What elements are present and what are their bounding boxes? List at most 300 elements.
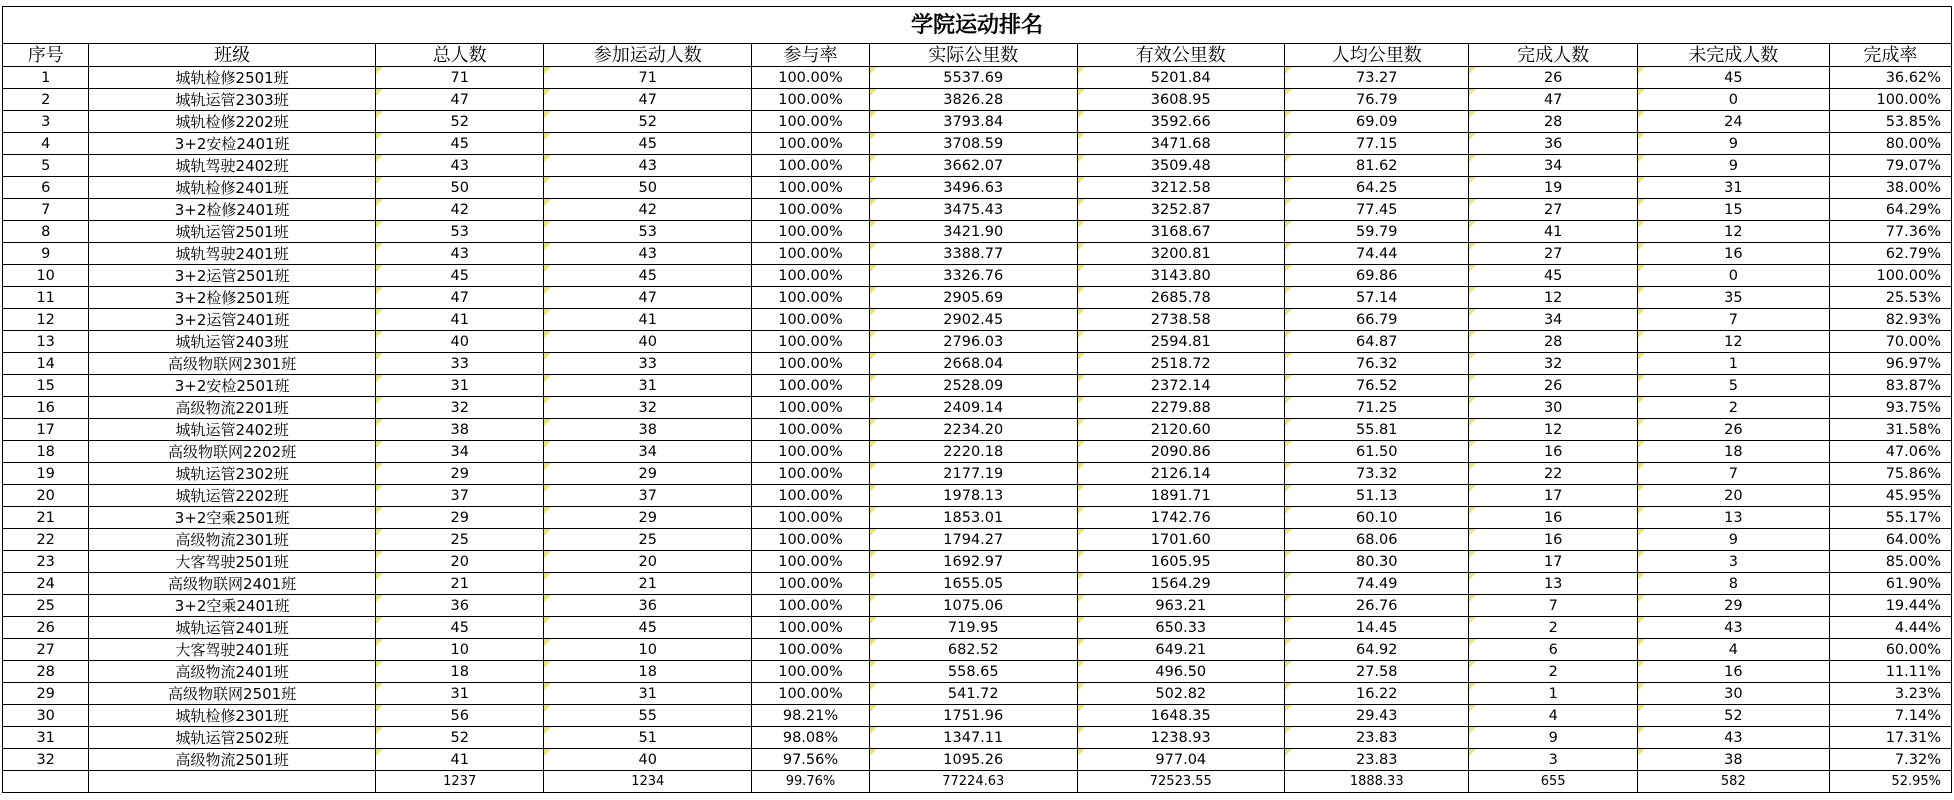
cell-valid-km[interactable]: 2372.14 <box>1077 375 1285 397</box>
cell-rank[interactable]: 10 <box>3 265 89 287</box>
cell-rank[interactable]: 31 <box>3 727 89 749</box>
cell-total-count[interactable]: 32 <box>375 397 544 419</box>
cell-class-name[interactable]: 城轨检修2202班 <box>89 111 376 133</box>
cell-participant-count[interactable]: 38 <box>544 419 752 441</box>
cell-completed-count[interactable]: 16 <box>1469 507 1638 529</box>
cell-valid-km[interactable]: 1742.76 <box>1077 507 1285 529</box>
cell-incomplete-count[interactable]: 9 <box>1637 133 1829 155</box>
cell-participation-rate[interactable]: 100.00% <box>752 617 870 639</box>
cell-actual-km[interactable]: 2905.69 <box>869 287 1077 309</box>
cell-completed-count[interactable]: 41 <box>1469 221 1638 243</box>
cell-incomplete-count[interactable]: 35 <box>1637 287 1829 309</box>
cell-completion-rate[interactable]: 93.75% <box>1829 397 1951 419</box>
cell-avg-km[interactable]: 55.81 <box>1285 419 1469 441</box>
cell-participation-rate[interactable]: 100.00% <box>752 639 870 661</box>
cell-avg-km[interactable]: 57.14 <box>1285 287 1469 309</box>
cell-class-name[interactable]: 3+2检修2501班 <box>89 287 376 309</box>
cell-actual-km[interactable]: 5537.69 <box>869 67 1077 89</box>
cell-incomplete-count[interactable]: 16 <box>1637 243 1829 265</box>
cell-participant-count[interactable]: 71 <box>544 67 752 89</box>
cell-rank[interactable]: 2 <box>3 89 89 111</box>
cell-actual-km[interactable]: 2528.09 <box>869 375 1077 397</box>
cell-completion-rate[interactable]: 77.36% <box>1829 221 1951 243</box>
cell-total-count[interactable]: 52 <box>375 111 544 133</box>
cell-completed-count[interactable]: 7 <box>1469 595 1638 617</box>
cell-completion-rate[interactable]: 4.44% <box>1829 617 1951 639</box>
cell-participation-rate[interactable]: 100.00% <box>752 199 870 221</box>
cell-participant-count[interactable]: 45 <box>544 265 752 287</box>
cell-completion-rate[interactable]: 38.00% <box>1829 177 1951 199</box>
cell-total-count[interactable]: 37 <box>375 485 544 507</box>
cell-participant-count[interactable]: 31 <box>544 375 752 397</box>
cell-total-count[interactable]: 47 <box>375 287 544 309</box>
cell-participation-rate[interactable]: 100.00% <box>752 573 870 595</box>
cell-rank[interactable]: 6 <box>3 177 89 199</box>
cell-participant-count[interactable]: 29 <box>544 507 752 529</box>
cell-actual-km[interactable]: 719.95 <box>869 617 1077 639</box>
cell-participant-count[interactable]: 34 <box>544 441 752 463</box>
cell-participant-count[interactable]: 29 <box>544 463 752 485</box>
cell-incomplete-count[interactable]: 4 <box>1637 639 1829 661</box>
cell-participation-rate[interactable]: 100.00% <box>752 507 870 529</box>
cell-incomplete-count[interactable]: 16 <box>1637 661 1829 683</box>
cell-participation-rate[interactable]: 100.00% <box>752 309 870 331</box>
cell-completed-count[interactable]: 6 <box>1469 639 1638 661</box>
cell-rank[interactable]: 13 <box>3 331 89 353</box>
cell-completed-count[interactable]: 17 <box>1469 551 1638 573</box>
cell-class-name[interactable]: 城轨运管2502班 <box>89 727 376 749</box>
cell-avg-km[interactable]: 60.10 <box>1285 507 1469 529</box>
cell-completed-count[interactable]: 3 <box>1469 749 1638 771</box>
cell-participation-rate[interactable]: 100.00% <box>752 463 870 485</box>
cell-avg-km[interactable]: 81.62 <box>1285 155 1469 177</box>
cell-incomplete-count[interactable]: 12 <box>1637 221 1829 243</box>
cell-rank[interactable]: 19 <box>3 463 89 485</box>
cell-class-name[interactable]: 城轨检修2501班 <box>89 67 376 89</box>
cell-valid-km[interactable]: 3608.95 <box>1077 89 1285 111</box>
cell-class-name[interactable]: 城轨运管2202班 <box>89 485 376 507</box>
cell-avg-km[interactable]: 26.76 <box>1285 595 1469 617</box>
cell-participant-count[interactable]: 53 <box>544 221 752 243</box>
cell-participation-rate[interactable]: 100.00% <box>752 89 870 111</box>
cell-actual-km[interactable]: 2409.14 <box>869 397 1077 419</box>
column-header-actual-km[interactable]: 实际公里数 <box>869 44 1077 67</box>
cell-class-name[interactable]: 城轨运管2401班 <box>89 617 376 639</box>
cell-class-name[interactable]: 3+2安检2401班 <box>89 133 376 155</box>
cell-completed-count[interactable]: 45 <box>1469 265 1638 287</box>
cell-total-count[interactable]: 10 <box>375 639 544 661</box>
cell-class-name[interactable]: 城轨运管2302班 <box>89 463 376 485</box>
cell-total-count[interactable]: 71 <box>375 67 544 89</box>
cell-actual-km[interactable]: 2177.19 <box>869 463 1077 485</box>
cell-incomplete-count[interactable]: 8 <box>1637 573 1829 595</box>
cell-completed-count[interactable]: 2 <box>1469 661 1638 683</box>
total-actual-km[interactable]: 77224.63 <box>869 771 1077 793</box>
total-total-count[interactable]: 1237 <box>375 771 544 793</box>
cell-avg-km[interactable]: 77.15 <box>1285 133 1469 155</box>
cell-rank[interactable]: 12 <box>3 309 89 331</box>
cell-total-count[interactable]: 45 <box>375 265 544 287</box>
cell-valid-km[interactable]: 3252.87 <box>1077 199 1285 221</box>
cell-participant-count[interactable]: 31 <box>544 683 752 705</box>
column-header-class-name[interactable]: 班级 <box>89 44 376 67</box>
cell-rank[interactable]: 23 <box>3 551 89 573</box>
cell-avg-km[interactable]: 71.25 <box>1285 397 1469 419</box>
cell-completed-count[interactable]: 30 <box>1469 397 1638 419</box>
cell-valid-km[interactable]: 1238.93 <box>1077 727 1285 749</box>
column-header-participant-count[interactable]: 参加运动人数 <box>544 44 752 67</box>
cell-completed-count[interactable]: 27 <box>1469 199 1638 221</box>
cell-completed-count[interactable]: 13 <box>1469 573 1638 595</box>
cell-incomplete-count[interactable]: 45 <box>1637 67 1829 89</box>
cell-valid-km[interactable]: 963.21 <box>1077 595 1285 617</box>
cell-completion-rate[interactable]: 47.06% <box>1829 441 1951 463</box>
cell-actual-km[interactable]: 2796.03 <box>869 331 1077 353</box>
cell-total-count[interactable]: 47 <box>375 89 544 111</box>
cell-valid-km[interactable]: 2594.81 <box>1077 331 1285 353</box>
cell-participant-count[interactable]: 41 <box>544 309 752 331</box>
cell-actual-km[interactable]: 3326.76 <box>869 265 1077 287</box>
cell-avg-km[interactable]: 76.32 <box>1285 353 1469 375</box>
cell-completion-rate[interactable]: 11.11% <box>1829 661 1951 683</box>
cell-participant-count[interactable]: 21 <box>544 573 752 595</box>
cell-participation-rate[interactable]: 100.00% <box>752 265 870 287</box>
cell-actual-km[interactable]: 2234.20 <box>869 419 1077 441</box>
cell-actual-km[interactable]: 541.72 <box>869 683 1077 705</box>
cell-valid-km[interactable]: 977.04 <box>1077 749 1285 771</box>
cell-rank[interactable]: 27 <box>3 639 89 661</box>
cell-total-count[interactable]: 45 <box>375 133 544 155</box>
cell-avg-km[interactable]: 69.86 <box>1285 265 1469 287</box>
cell-rank[interactable]: 20 <box>3 485 89 507</box>
cell-completion-rate[interactable]: 31.58% <box>1829 419 1951 441</box>
cell-avg-km[interactable]: 76.79 <box>1285 89 1469 111</box>
cell-incomplete-count[interactable]: 0 <box>1637 89 1829 111</box>
cell-completion-rate[interactable]: 100.00% <box>1829 89 1951 111</box>
cell-incomplete-count[interactable]: 43 <box>1637 727 1829 749</box>
cell-completed-count[interactable]: 36 <box>1469 133 1638 155</box>
cell-actual-km[interactable]: 1095.26 <box>869 749 1077 771</box>
cell-incomplete-count[interactable]: 2 <box>1637 397 1829 419</box>
cell-participant-count[interactable]: 50 <box>544 177 752 199</box>
cell-completion-rate[interactable]: 75.86% <box>1829 463 1951 485</box>
cell-class-name[interactable]: 高级物联网2501班 <box>89 683 376 705</box>
cell-valid-km[interactable]: 3168.67 <box>1077 221 1285 243</box>
cell-participation-rate[interactable]: 100.00% <box>752 595 870 617</box>
cell-actual-km[interactable]: 3496.63 <box>869 177 1077 199</box>
cell-participation-rate[interactable]: 100.00% <box>752 133 870 155</box>
cell-avg-km[interactable]: 64.25 <box>1285 177 1469 199</box>
cell-actual-km[interactable]: 2902.45 <box>869 309 1077 331</box>
cell-rank[interactable]: 22 <box>3 529 89 551</box>
cell-completion-rate[interactable]: 60.00% <box>1829 639 1951 661</box>
cell-actual-km[interactable]: 682.52 <box>869 639 1077 661</box>
cell-rank[interactable]: 18 <box>3 441 89 463</box>
column-header-avg-km[interactable]: 人均公里数 <box>1285 44 1469 67</box>
cell-rank[interactable]: 21 <box>3 507 89 529</box>
column-header-rank[interactable]: 序号 <box>3 44 89 67</box>
cell-participant-count[interactable]: 45 <box>544 617 752 639</box>
cell-total-count[interactable]: 20 <box>375 551 544 573</box>
cell-total-count[interactable]: 31 <box>375 375 544 397</box>
cell-completion-rate[interactable]: 55.17% <box>1829 507 1951 529</box>
cell-valid-km[interactable]: 2120.60 <box>1077 419 1285 441</box>
cell-avg-km[interactable]: 80.30 <box>1285 551 1469 573</box>
cell-participation-rate[interactable]: 100.00% <box>752 243 870 265</box>
cell-incomplete-count[interactable]: 5 <box>1637 375 1829 397</box>
cell-rank[interactable]: 8 <box>3 221 89 243</box>
cell-incomplete-count[interactable]: 29 <box>1637 595 1829 617</box>
cell-total-count[interactable]: 53 <box>375 221 544 243</box>
cell-participation-rate[interactable]: 98.08% <box>752 727 870 749</box>
cell-total-count[interactable]: 29 <box>375 463 544 485</box>
cell-rank[interactable]: 1 <box>3 67 89 89</box>
cell-total-count[interactable]: 41 <box>375 309 544 331</box>
cell-avg-km[interactable]: 64.92 <box>1285 639 1469 661</box>
cell-participation-rate[interactable]: 100.00% <box>752 661 870 683</box>
cell-avg-km[interactable]: 74.49 <box>1285 573 1469 595</box>
cell-participant-count[interactable]: 52 <box>544 111 752 133</box>
total-participant-count[interactable]: 1234 <box>544 771 752 793</box>
cell-actual-km[interactable]: 3708.59 <box>869 133 1077 155</box>
cell-class-name[interactable]: 高级物流2501班 <box>89 749 376 771</box>
cell-avg-km[interactable]: 29.43 <box>1285 705 1469 727</box>
cell-completion-rate[interactable]: 25.53% <box>1829 287 1951 309</box>
cell-completion-rate[interactable]: 83.87% <box>1829 375 1951 397</box>
cell-completed-count[interactable]: 12 <box>1469 419 1638 441</box>
cell-class-name[interactable]: 大客驾驶2401班 <box>89 639 376 661</box>
cell-total-count[interactable]: 38 <box>375 419 544 441</box>
cell-participant-count[interactable]: 37 <box>544 485 752 507</box>
cell-avg-km[interactable]: 73.32 <box>1285 463 1469 485</box>
cell-incomplete-count[interactable]: 12 <box>1637 331 1829 353</box>
cell-total-count[interactable]: 29 <box>375 507 544 529</box>
cell-completed-count[interactable]: 16 <box>1469 441 1638 463</box>
cell-avg-km[interactable]: 16.22 <box>1285 683 1469 705</box>
cell-participation-rate[interactable]: 100.00% <box>752 683 870 705</box>
total-incomplete-count[interactable]: 582 <box>1637 771 1829 793</box>
cell-incomplete-count[interactable]: 3 <box>1637 551 1829 573</box>
cell-completed-count[interactable]: 9 <box>1469 727 1638 749</box>
cell-participation-rate[interactable]: 100.00% <box>752 67 870 89</box>
cell-participation-rate[interactable]: 100.00% <box>752 177 870 199</box>
cell-total-count[interactable]: 43 <box>375 243 544 265</box>
cell-participant-count[interactable]: 40 <box>544 749 752 771</box>
cell-completion-rate[interactable]: 100.00% <box>1829 265 1951 287</box>
cell-actual-km[interactable]: 3421.90 <box>869 221 1077 243</box>
cell-class-name[interactable]: 高级物流2301班 <box>89 529 376 551</box>
cell-participant-count[interactable]: 32 <box>544 397 752 419</box>
cell-participation-rate[interactable]: 100.00% <box>752 441 870 463</box>
cell-incomplete-count[interactable]: 43 <box>1637 617 1829 639</box>
cell-valid-km[interactable]: 5201.84 <box>1077 67 1285 89</box>
cell-completion-rate[interactable]: 64.00% <box>1829 529 1951 551</box>
cell-completed-count[interactable]: 34 <box>1469 309 1638 331</box>
cell-total-count[interactable]: 31 <box>375 683 544 705</box>
cell-completed-count[interactable]: 34 <box>1469 155 1638 177</box>
cell-completion-rate[interactable]: 7.14% <box>1829 705 1951 727</box>
cell-valid-km[interactable]: 502.82 <box>1077 683 1285 705</box>
cell-class-name[interactable]: 高级物流2201班 <box>89 397 376 419</box>
cell-avg-km[interactable]: 66.79 <box>1285 309 1469 331</box>
cell-total-count[interactable]: 18 <box>375 661 544 683</box>
cell-valid-km[interactable]: 2090.86 <box>1077 441 1285 463</box>
cell-rank[interactable]: 3 <box>3 111 89 133</box>
cell-incomplete-count[interactable]: 38 <box>1637 749 1829 771</box>
cell-valid-km[interactable]: 1605.95 <box>1077 551 1285 573</box>
cell-class-name[interactable]: 城轨驾驶2402班 <box>89 155 376 177</box>
cell-participant-count[interactable]: 47 <box>544 287 752 309</box>
cell-avg-km[interactable]: 74.44 <box>1285 243 1469 265</box>
cell-incomplete-count[interactable]: 7 <box>1637 309 1829 331</box>
cell-rank[interactable]: 11 <box>3 287 89 309</box>
cell-avg-km[interactable]: 23.83 <box>1285 727 1469 749</box>
cell-avg-km[interactable]: 61.50 <box>1285 441 1469 463</box>
cell-rank[interactable]: 17 <box>3 419 89 441</box>
cell-completion-rate[interactable]: 53.85% <box>1829 111 1951 133</box>
cell-valid-km[interactable]: 496.50 <box>1077 661 1285 683</box>
cell-avg-km[interactable]: 59.79 <box>1285 221 1469 243</box>
cell-participation-rate[interactable]: 100.00% <box>752 353 870 375</box>
cell-class-name[interactable]: 城轨检修2301班 <box>89 705 376 727</box>
column-header-incomplete-count[interactable]: 未完成人数 <box>1637 44 1829 67</box>
cell-completion-rate[interactable]: 17.31% <box>1829 727 1951 749</box>
cell-class-name[interactable]: 高级物联网2401班 <box>89 573 376 595</box>
cell-rank[interactable]: 28 <box>3 661 89 683</box>
cell-participation-rate[interactable]: 100.00% <box>752 155 870 177</box>
cell-class-name[interactable]: 高级物流2401班 <box>89 661 376 683</box>
column-header-completion-rate[interactable]: 完成率 <box>1829 44 1951 67</box>
cell-total-count[interactable]: 21 <box>375 573 544 595</box>
total-valid-km[interactable]: 72523.55 <box>1077 771 1285 793</box>
cell-valid-km[interactable]: 1648.35 <box>1077 705 1285 727</box>
cell-actual-km[interactable]: 1978.13 <box>869 485 1077 507</box>
cell-total-count[interactable]: 50 <box>375 177 544 199</box>
cell-valid-km[interactable]: 2738.58 <box>1077 309 1285 331</box>
cell-completion-rate[interactable]: 64.29% <box>1829 199 1951 221</box>
cell-total-count[interactable]: 34 <box>375 441 544 463</box>
cell-incomplete-count[interactable]: 9 <box>1637 155 1829 177</box>
total-participation-rate[interactable]: 99.76% <box>752 771 870 793</box>
total-rank[interactable] <box>3 771 89 793</box>
cell-rank[interactable]: 7 <box>3 199 89 221</box>
cell-completed-count[interactable]: 32 <box>1469 353 1638 375</box>
cell-incomplete-count[interactable]: 15 <box>1637 199 1829 221</box>
cell-valid-km[interactable]: 1701.60 <box>1077 529 1285 551</box>
cell-rank[interactable]: 32 <box>3 749 89 771</box>
cell-class-name[interactable]: 3+2安检2501班 <box>89 375 376 397</box>
cell-class-name[interactable]: 城轨运管2501班 <box>89 221 376 243</box>
cell-actual-km[interactable]: 3475.43 <box>869 199 1077 221</box>
cell-participant-count[interactable]: 47 <box>544 89 752 111</box>
cell-completed-count[interactable]: 12 <box>1469 287 1638 309</box>
cell-participant-count[interactable]: 42 <box>544 199 752 221</box>
cell-rank[interactable]: 26 <box>3 617 89 639</box>
cell-class-name[interactable]: 3+2检修2401班 <box>89 199 376 221</box>
cell-total-count[interactable]: 42 <box>375 199 544 221</box>
cell-rank[interactable]: 25 <box>3 595 89 617</box>
cell-valid-km[interactable]: 3143.80 <box>1077 265 1285 287</box>
cell-completion-rate[interactable]: 70.00% <box>1829 331 1951 353</box>
cell-incomplete-count[interactable]: 26 <box>1637 419 1829 441</box>
cell-incomplete-count[interactable]: 18 <box>1637 441 1829 463</box>
cell-completion-rate[interactable]: 82.93% <box>1829 309 1951 331</box>
cell-valid-km[interactable]: 1891.71 <box>1077 485 1285 507</box>
total-completed-count[interactable]: 655 <box>1469 771 1638 793</box>
cell-completion-rate[interactable]: 36.62% <box>1829 67 1951 89</box>
cell-completion-rate[interactable]: 85.00% <box>1829 551 1951 573</box>
cell-actual-km[interactable]: 1347.11 <box>869 727 1077 749</box>
cell-completion-rate[interactable]: 96.97% <box>1829 353 1951 375</box>
cell-rank[interactable]: 30 <box>3 705 89 727</box>
column-header-participation-rate[interactable]: 参与率 <box>752 44 870 67</box>
cell-completed-count[interactable]: 26 <box>1469 375 1638 397</box>
cell-actual-km[interactable]: 1655.05 <box>869 573 1077 595</box>
cell-actual-km[interactable]: 1853.01 <box>869 507 1077 529</box>
cell-valid-km[interactable]: 2518.72 <box>1077 353 1285 375</box>
cell-completion-rate[interactable]: 7.32% <box>1829 749 1951 771</box>
column-header-valid-km[interactable]: 有效公里数 <box>1077 44 1285 67</box>
cell-valid-km[interactable]: 3592.66 <box>1077 111 1285 133</box>
cell-valid-km[interactable]: 3509.48 <box>1077 155 1285 177</box>
cell-completion-rate[interactable]: 80.00% <box>1829 133 1951 155</box>
cell-participant-count[interactable]: 43 <box>544 155 752 177</box>
cell-total-count[interactable]: 43 <box>375 155 544 177</box>
cell-actual-km[interactable]: 2668.04 <box>869 353 1077 375</box>
cell-total-count[interactable]: 56 <box>375 705 544 727</box>
cell-actual-km[interactable]: 3388.77 <box>869 243 1077 265</box>
cell-valid-km[interactable]: 2126.14 <box>1077 463 1285 485</box>
cell-class-name[interactable]: 城轨运管2402班 <box>89 419 376 441</box>
cell-participant-count[interactable]: 51 <box>544 727 752 749</box>
cell-completion-rate[interactable]: 19.44% <box>1829 595 1951 617</box>
column-header-completed-count[interactable]: 完成人数 <box>1469 44 1638 67</box>
cell-avg-km[interactable]: 68.06 <box>1285 529 1469 551</box>
cell-valid-km[interactable]: 1564.29 <box>1077 573 1285 595</box>
cell-rank[interactable]: 14 <box>3 353 89 375</box>
cell-class-name[interactable]: 3+2运管2401班 <box>89 309 376 331</box>
cell-completed-count[interactable]: 2 <box>1469 617 1638 639</box>
cell-participation-rate[interactable]: 100.00% <box>752 485 870 507</box>
cell-participation-rate[interactable]: 98.21% <box>752 705 870 727</box>
cell-participation-rate[interactable]: 100.00% <box>752 529 870 551</box>
cell-participant-count[interactable]: 36 <box>544 595 752 617</box>
cell-incomplete-count[interactable]: 0 <box>1637 265 1829 287</box>
cell-incomplete-count[interactable]: 9 <box>1637 529 1829 551</box>
column-header-total-count[interactable]: 总人数 <box>375 44 544 67</box>
cell-class-name[interactable]: 3+2空乘2501班 <box>89 507 376 529</box>
cell-total-count[interactable]: 40 <box>375 331 544 353</box>
cell-incomplete-count[interactable]: 13 <box>1637 507 1829 529</box>
cell-participation-rate[interactable]: 100.00% <box>752 331 870 353</box>
cell-participation-rate[interactable]: 100.00% <box>752 111 870 133</box>
cell-rank[interactable]: 5 <box>3 155 89 177</box>
cell-participant-count[interactable]: 25 <box>544 529 752 551</box>
cell-rank[interactable]: 15 <box>3 375 89 397</box>
cell-completion-rate[interactable]: 3.23% <box>1829 683 1951 705</box>
cell-avg-km[interactable]: 77.45 <box>1285 199 1469 221</box>
cell-participation-rate[interactable]: 100.00% <box>752 419 870 441</box>
cell-completion-rate[interactable]: 61.90% <box>1829 573 1951 595</box>
cell-incomplete-count[interactable]: 1 <box>1637 353 1829 375</box>
cell-actual-km[interactable]: 1751.96 <box>869 705 1077 727</box>
cell-actual-km[interactable]: 558.65 <box>869 661 1077 683</box>
cell-participant-count[interactable]: 45 <box>544 133 752 155</box>
cell-rank[interactable]: 24 <box>3 573 89 595</box>
cell-total-count[interactable]: 25 <box>375 529 544 551</box>
cell-participant-count[interactable]: 10 <box>544 639 752 661</box>
cell-avg-km[interactable]: 51.13 <box>1285 485 1469 507</box>
